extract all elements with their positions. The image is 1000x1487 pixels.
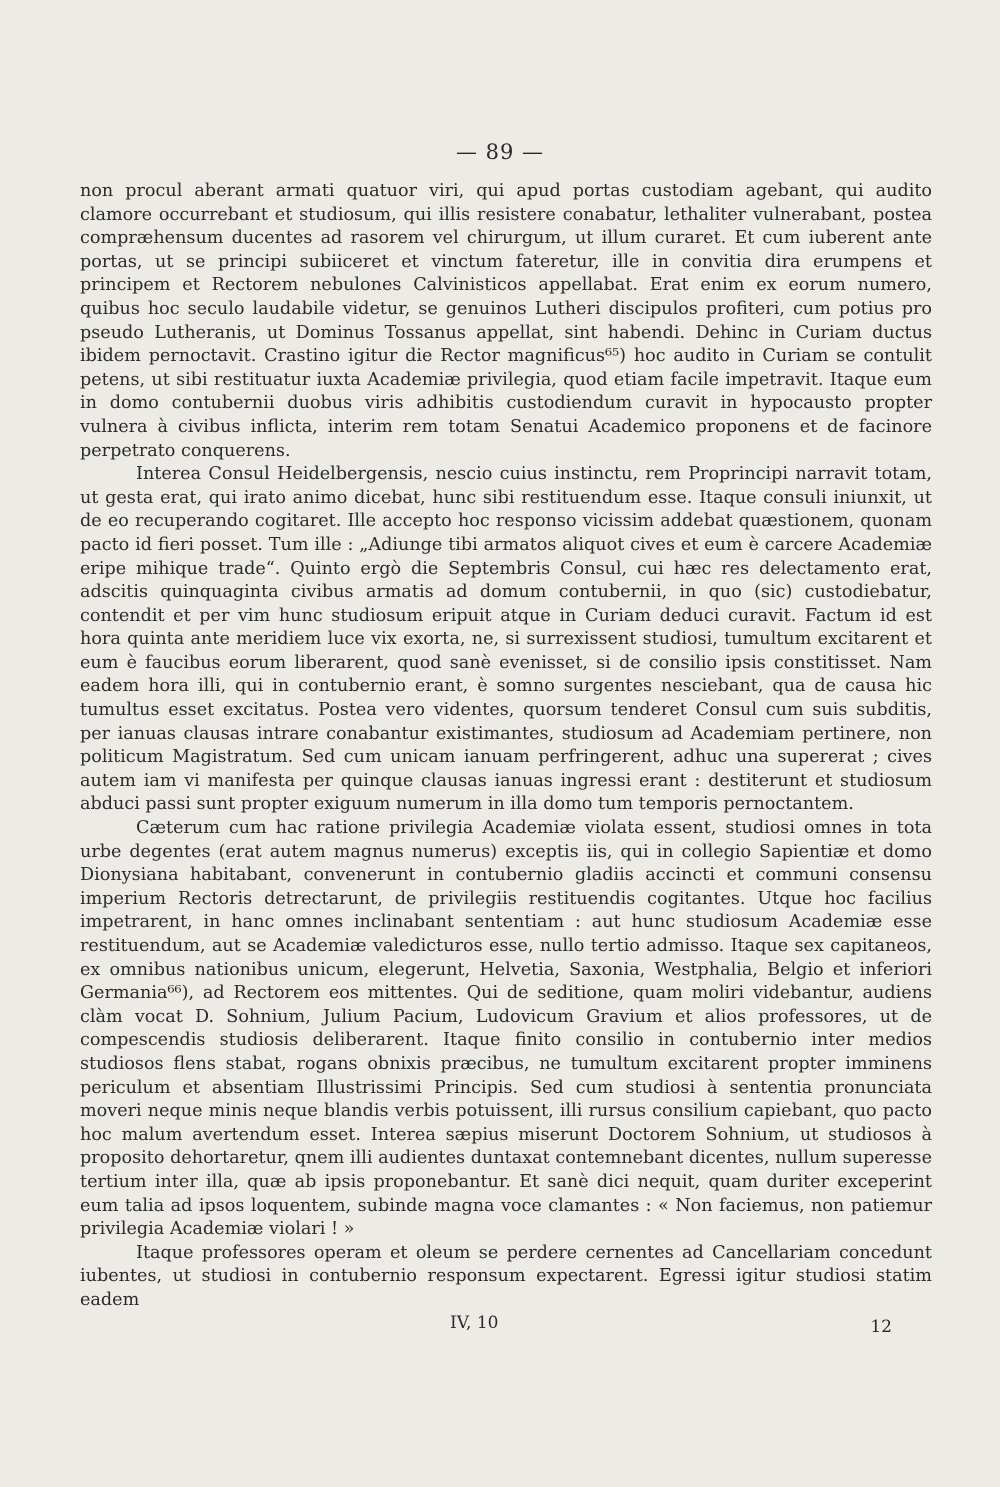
paragraph-4: Itaque professores operam et oleum se perdere cernentes ad Cancellariam concedunt iubentes, ut studiosi in contubernio responsum expectarent. Egressi igitur studiosi statim eadem	[80, 1242, 932, 1310]
signature-mark: IV, 10	[450, 1313, 499, 1333]
paragraph-1: non procul aberant armati quatuor viri, qui apud portas custodiam agebant, qui audito clamore occurrebant et studiosum, qui illis resistere conabatur, lethaliter vulnerabant, postea compræhensum ducentes ad rasorem vel chirurgum, ut illum curaret. Et cum iuberent ante portas, ut se principi subiiceret et vinctum fateretur, ille in convitia dira erumpens et principem et Rectorem nebulones Calvinisticos appellabat. Erat enim ex eorum numero, quibus hoc seculo laudabile videtur, se genuinos Lutheri discipulos profiteri, cum potius pro pseudo Lutheranis, ut Dominus Tossanus appellat, sint habendi. Dehinc in Curiam ductus ibidem pernoctavit. Crastino igitur die Rector magnificus⁶⁵) hoc audito in Curiam se contulit petens, ut sibi restituatur iuxta Academiæ privilegia, quod etiam facile impetravit. Itaque eum in domo contubernii duobus viris adhibitis custodiendum curavit in hypocausto propter vulnera à civibus inflicta, interim rem totam Senatui Academico proponens et de facinore perpetrato conquerens.	[80, 181, 932, 461]
body-text	[80, 180, 932, 1313]
sheet-number: 12	[870, 1317, 892, 1337]
paragraph-3: Cæterum cum hac ratione privilegia Academiæ violata essent, studiosi omnes in tota urbe degentes (erat autem magnus numerus) exceptis iis, qui in collegio Sapientiæ et domo Dionysiana habitabant, convenerunt in contubernio gladiis accincti et communi consensu imperium Rectoris detrectarunt, de privilegiis restituendis cogitantes. Utque hoc facilius impetrarent, in hanc omnes inclinabant sententiam : aut hunc studiosum Academiæ esse restituendum, aut se Academiæ valedicturos esse, nullo tertio admisso. Itaque sex capitaneos, ex omnibus nationibus unicum, elegerunt, Helvetia, Saxonia, Westphalia, Belgio et inferiori Germania⁶⁶), ad Rectorem eos mittentes. Qui de seditione, quam moliri videbantur, audiens clàm vocat D. Sohnium, Julium Pacium, Ludovicum Gravium et alios professores, ut de compescendis studiosis deliberarent. Itaque finito consilio in contubernio inter medios studiosos flens stabat, rogans obnixis præcibus, ne tumultum excitarent propter imminens periculum et absentiam Illustrissimi Principis. Sed cum studiosi à sententia pronunciata moveri neque minis neque blandis verbis potuissent, illi rursus consilium capiebant, quo pacto hoc malum avertendum esset. Interea sæpius miserunt Doctorem Sohnium, ut studiosos à proposito dehortaretur, qnem illi audientes duntaxat contemnebant dicentes, nullum superesse tertium inter illa, quæ ab ipsis proponebantur. Et sanè dici nequit, quam duriter exceperint eum talia ad ipsos loquentem, subinde magna voce clamantes : « Non faciemus, non patiemur privilegia Academiæ violari ! »	[80, 818, 932, 1240]
page-footer	[80, 1313, 932, 1337]
paragraph-2: Interea Consul Heidelbergensis, nescio cuius instinctu, rem Proprincipi narravit totam, ut gesta erat, qui irato animo dicebat, hunc sibi restituendum esse. Itaque consuli iniunxit, ut de eo recuperando cogitaret. Ille accepto hoc responso vicissim addebat quæstionem, quonam pacto id fieri posset. Tum ille : „Adiunge tibi armatos aliquot cives et eum è carcere Academiæ eripe mihique trade“. Quinto ergò die Septembris Consul, cui hæc res delectamento erat, adscitis quinquaginta civibus armatis ad domum contubernii, in quo (sic) custodiebatur, contendit et per vim hunc studiosum eripuit atque in Curiam deduci curavit. Factum id est hora quinta ante meridiem luce vix exorta, ne, si surrexissent studiosi, tumultum excitarent et eum è faucibus eorum liberarent, quod sanè evenisset, si de consilio ipsis constitisset. Nam eadem hora illi, qui in contubernio erant, è somno surgentes nesciebant, qua de causa hic tumultus esset excitatus. Postea vero videntes, quorsum tenderet Consul cum suis subditis, per ianuas clausas intrare conabantur existimantes, studiosum ad Academiam pertinere, non politicum Magistratum. Sed cum unicam ianuam perfringerent, adhuc una supererat ; cives autem iam vi manifesta per quinque clausas ianuas ingressi erant : destiterunt et studiosum abduci passi sunt propter exiguum numerum in illa domo tum temporis pernoctantem.	[80, 464, 932, 815]
page-number: — 89 —	[455, 140, 545, 164]
